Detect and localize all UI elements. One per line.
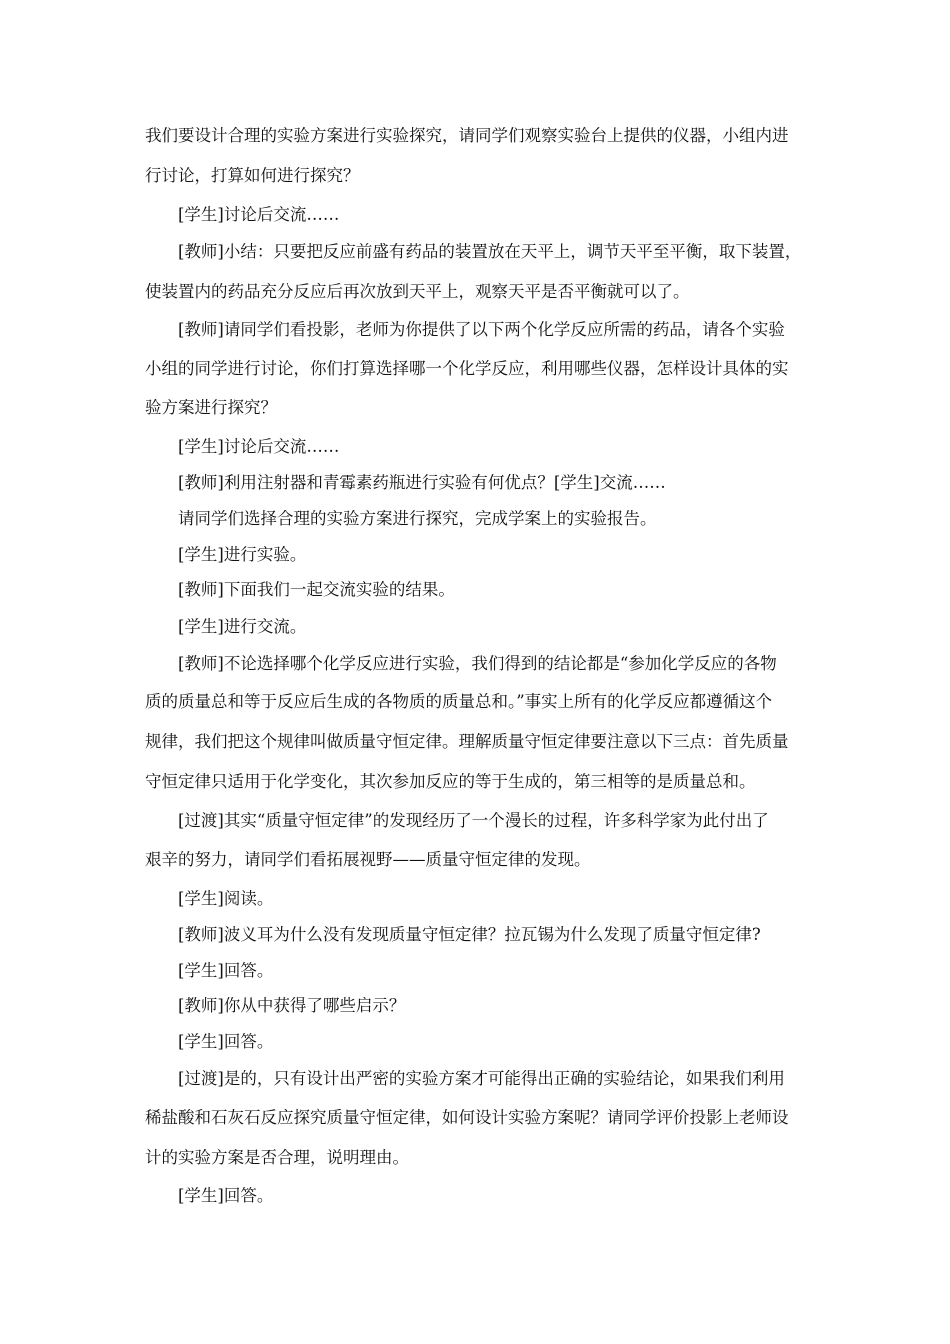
text-line: 质的质量总和等于反应后生成的各物质的质量总和。”事实上所有的化学反应都遵循这个 [145, 692, 773, 711]
text-line: [学生]进行交流。 [178, 617, 307, 636]
text-line: [学生]回答。 [178, 1032, 274, 1051]
text-line: 验方案进行探究？ [145, 398, 277, 417]
text-line: 请同学们选择合理的实验方案进行探究，完成学案上的实验报告。 [178, 509, 657, 528]
text-line: [学生]回答。 [178, 1186, 274, 1205]
text-line: [教师]你从中获得了哪些启示？ [178, 996, 406, 1015]
text-line: 艰辛的努力，请同学们看拓展视野——质量守恒定律的发现。 [145, 850, 591, 869]
text-line: 使装置内的药品充分反应后再次放到天平上，观察天平是否平衡就可以了。 [145, 282, 690, 301]
text-line: 计的实验方案是否合理，说明理由。 [145, 1148, 409, 1167]
text-line: 我们要设计合理的实验方案进行实验探究，请同学们观察实验台上提供的仪器，小组内进 [145, 126, 789, 145]
text-line: [过渡]是的，只有设计出严密的实验方案才可能得出正确的实验结论，如果我们利用 [178, 1069, 785, 1088]
text-line: 行讨论，打算如何进行探究？ [145, 166, 360, 185]
text-line: 规律，我们把这个规律叫做质量守恒定律。理解质量守恒定律要注意以下三点：首先质量 [145, 732, 789, 751]
text-line: [教师]下面我们一起交流实验的结果。 [178, 580, 455, 599]
text-line: [过渡]其实“质量守恒定律”的发现经历了一个漫长的过程，许多科学家为此付出了 [178, 811, 769, 830]
text-line: [教师]波义耳为什么没有发现质量守恒定律？拉瓦锡为什么发现了质量守恒定律? [178, 925, 761, 944]
text-line: [教师]利用注射器和青霉素药瓶进行实验有何优点？[学生]交流…… [178, 473, 666, 492]
text-line: [学生]讨论后交流…… [178, 437, 340, 456]
text-line: [教师]小结：只要把反应前盛有药品的装置放在天平上，调节天平至平衡，取下装置， [178, 242, 802, 261]
text-line: [学生]回答。 [178, 961, 274, 980]
text-line: 稀盐酸和石灰石反应探究质量守恒定律，如何设计实验方案呢？请同学评价投影上老师设 [145, 1108, 789, 1127]
text-line: 小组的同学进行讨论，你们打算选择哪一个化学反应，利用哪些仪器，怎样设计具体的实 [145, 359, 789, 378]
text-line: [教师]不论选择哪个化学反应进行实验，我们得到的结论都是“参加化学反应的各物 [178, 654, 777, 673]
text-line: [学生]进行实验。 [178, 545, 307, 564]
text-line: [学生]阅读。 [178, 889, 274, 908]
text-line: [教师]请同学们看投影，老师为你提供了以下两个化学反应所需的药品，请各个实验 [178, 320, 785, 339]
text-line: 守恒定律只适用于化学变化，其次参加反应的等于生成的，第三相等的是质量总和。 [145, 772, 756, 791]
text-line: [学生]讨论后交流…… [178, 205, 340, 224]
